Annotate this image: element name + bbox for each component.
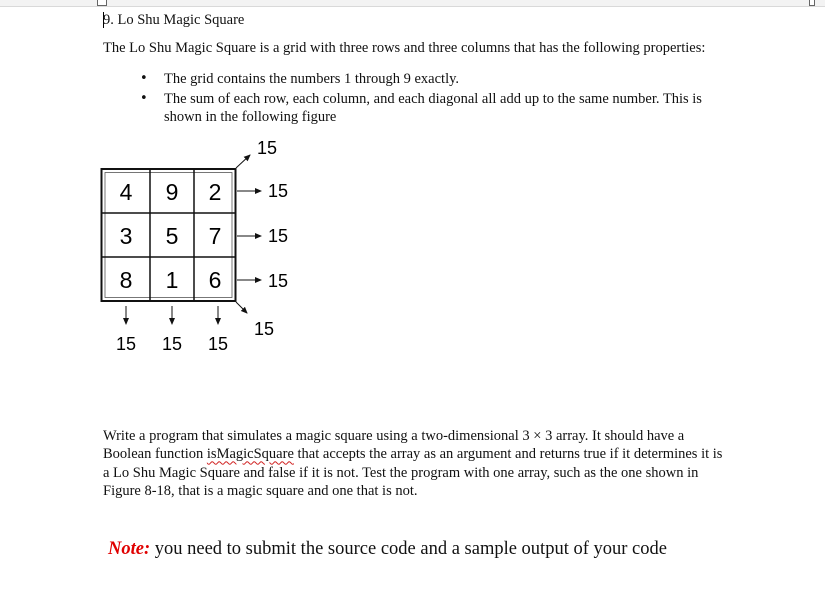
row-sum-label: 15: [268, 271, 289, 291]
diagonal-sum-arrow: [236, 155, 250, 168]
page-corner-mark: [809, 0, 815, 6]
magic-square-figure: [100, 134, 300, 364]
grid-cell: 1: [165, 267, 179, 293]
task-text-start: Write a program that simulates a magic square using a two-dimensional 3 × 3 array. It should have a Boolean function: [103, 428, 685, 463]
diagonal-sum-label-top: 15: [257, 138, 278, 158]
grid-cell: 2: [208, 179, 222, 205]
submission-note[interactable]: [108, 539, 667, 560]
grid-cell: 8: [119, 267, 133, 293]
note-label: Note:: [108, 539, 151, 559]
task-paragraph[interactable]: [103, 427, 728, 500]
page-top-edge: [0, 0, 825, 7]
grid-cell: 7: [208, 223, 222, 249]
note-text: you need to submit the source code and a sample output of your code: [150, 539, 667, 559]
column-sum-label: 15: [115, 334, 137, 354]
diagonal-sum-arrow: [236, 302, 247, 313]
column-sum-label: 15: [207, 334, 229, 354]
grid-cell: 4: [119, 179, 133, 205]
task-text-end: that accepts the array as an argument and returns true if it determines it is a Lo Shu Magic Square and false if it is not. Test the program with one array, such as the one shown in Figure 8-18, that is a magic square and one that is not.: [103, 446, 723, 499]
grid-cell: 5: [165, 223, 179, 249]
grid-cell: 9: [165, 179, 179, 205]
exercise-heading[interactable]: 9. Lo Shu Magic Square: [103, 12, 245, 28]
list-item[interactable]: • The sum of each row, each column, and each diagonal all add up to the same number. This is shown in the following figure: [140, 90, 740, 126]
column-sum-label: 15: [161, 334, 183, 354]
diagonal-sum-label-bottom: 15: [254, 319, 275, 339]
row-sum-label: 15: [268, 226, 289, 246]
list-item[interactable]: • The grid contains the numbers 1 through 9 exactly.: [140, 70, 740, 88]
grid-cell: 6: [208, 267, 222, 293]
grid-cell: 3: [119, 223, 133, 249]
function-name-spellcheck[interactable]: isMagicSquare: [206, 446, 294, 463]
properties-list: [140, 70, 740, 128]
intro-paragraph[interactable]: The Lo Shu Magic Square is a grid with three rows and three columns that has the following properties:: [103, 40, 706, 56]
row-sum-label: 15: [268, 181, 289, 201]
page-corner-mark: [97, 0, 107, 6]
